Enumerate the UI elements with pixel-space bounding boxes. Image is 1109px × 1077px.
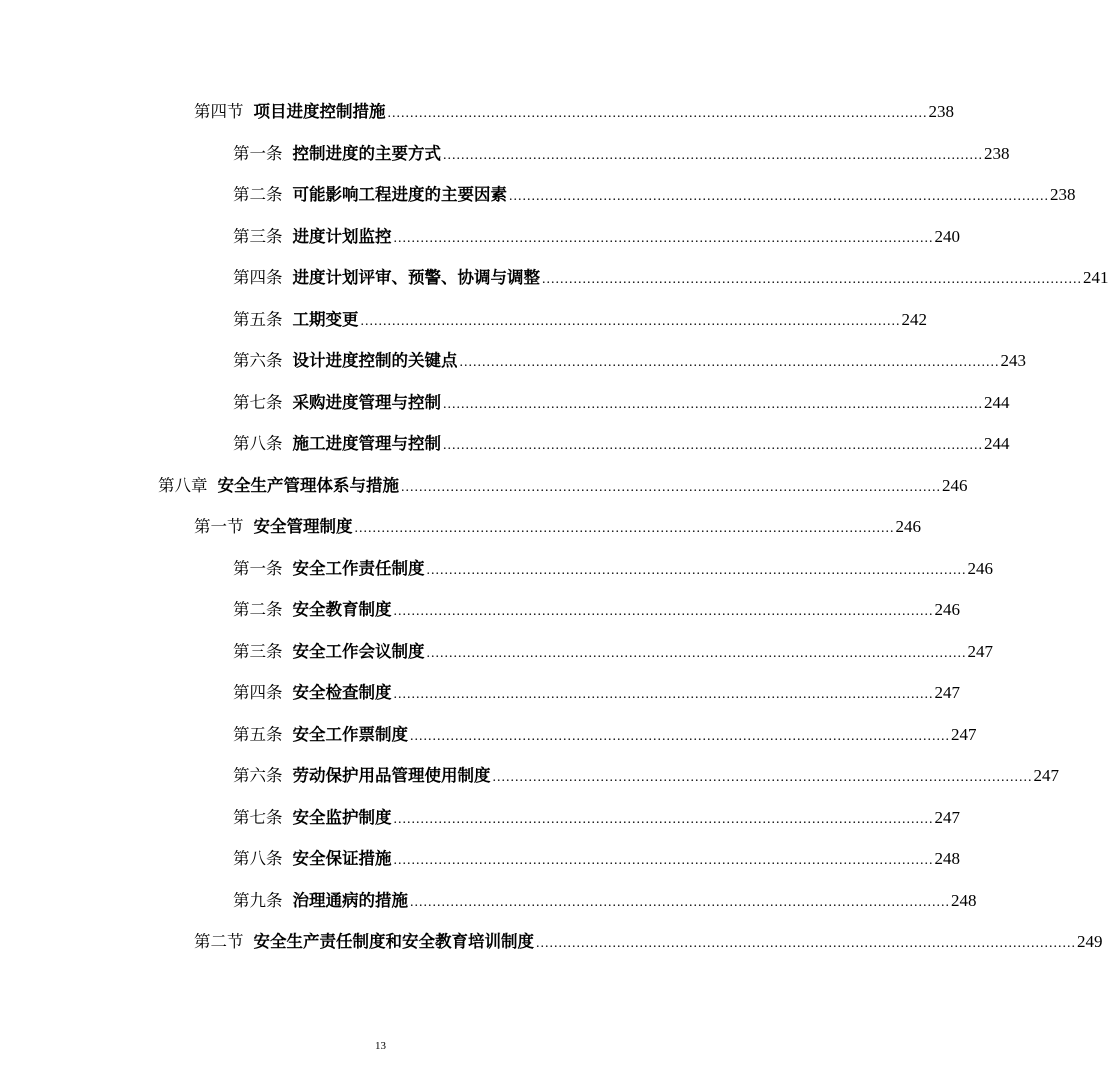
toc-entry-number: 第二节	[194, 932, 244, 951]
toc-entry-page: 249	[1077, 932, 1103, 951]
toc-entry-page: 247	[934, 807, 960, 827]
toc-entry-title: 安全保证措施	[292, 849, 392, 868]
toc-entry-number: 第三条	[233, 226, 283, 246]
toc-entry-title: 进度计划监控	[292, 226, 392, 246]
toc-entry-number: 第八条	[233, 849, 283, 868]
toc-entry-title: 项目进度控制措施	[253, 102, 386, 121]
dot-leader: ........................................................................................................................	[393, 230, 934, 246]
toc-entry-title: 采购进度管理与控制	[292, 392, 441, 412]
toc-entry-page: 238	[984, 143, 1010, 163]
dot-leader: ........................................................................................................................	[393, 604, 934, 619]
toc-entry-title: 安全生产责任制度和安全教育培训制度	[253, 932, 534, 951]
toc-entry-number: 第二条	[233, 600, 283, 619]
toc-entry-number: 第八条	[233, 434, 283, 453]
toc-entry-page: 248	[934, 849, 960, 868]
toc-entry-page: 246	[934, 600, 960, 619]
toc-entry-title: 安全工作责任制度	[292, 558, 425, 578]
toc-entry-page: 240	[934, 226, 960, 246]
dot-leader: ........................................................................................................................	[443, 147, 983, 163]
toc-entry-number: 第四条	[233, 268, 283, 287]
toc-entry[interactable]	[0, 257, 1109, 299]
toc-entry-title: 安全检查制度	[292, 683, 392, 702]
dot-leader: ........................................................................................................................	[387, 106, 928, 121]
page-number: 13	[375, 1040, 386, 1052]
toc-entry-title: 设计进度控制的关键点	[292, 351, 458, 370]
toc-entry-page: 241	[1083, 268, 1109, 287]
toc-entry[interactable]	[0, 755, 1059, 797]
toc-entry[interactable]	[0, 921, 1103, 963]
toc-entry-number: 第五条	[233, 309, 283, 329]
toc-entry-number: 第四条	[233, 683, 283, 702]
toc-entry-number: 第一条	[233, 558, 283, 578]
toc-entry[interactable]	[0, 797, 960, 839]
toc-entry-number: 第一节	[194, 517, 244, 536]
toc-entry-page: 238	[1050, 185, 1076, 204]
toc-entry[interactable]	[0, 465, 968, 507]
toc-entry-number: 第三条	[233, 641, 283, 661]
table-of-contents	[0, 91, 1109, 963]
toc-entry[interactable]	[0, 382, 1010, 424]
toc-entry-title: 安全工作票制度	[292, 724, 408, 744]
toc-entry-number: 第一条	[233, 143, 283, 163]
dot-leader: ........................................................................................................................	[443, 396, 983, 412]
toc-entry-number: 第六条	[233, 766, 283, 785]
toc-entry[interactable]	[0, 423, 1010, 465]
toc-entry[interactable]	[0, 589, 960, 631]
toc-entry[interactable]	[0, 133, 1010, 175]
toc-entry-page: 246	[895, 517, 921, 536]
toc-entry-title: 安全监护制度	[292, 807, 392, 827]
toc-entry-page: 238	[928, 102, 954, 121]
toc-entry-number: 第六条	[233, 351, 283, 370]
toc-entry[interactable]	[0, 548, 993, 590]
toc-entry-page: 247	[1033, 766, 1059, 785]
dot-leader: ........................................................................................................................	[393, 811, 934, 827]
toc-entry-page: 247	[934, 683, 960, 702]
toc-entry-title: 治理通病的措施	[292, 890, 408, 910]
toc-entry-title: 控制进度的主要方式	[292, 143, 441, 163]
toc-entry[interactable]	[0, 340, 1026, 382]
toc-entry[interactable]	[0, 838, 960, 880]
dot-leader: ........................................................................................................................	[443, 438, 983, 453]
toc-entry-page: 246	[942, 475, 968, 495]
toc-entry-number: 第八章	[158, 475, 208, 495]
toc-entry-page: 247	[951, 724, 977, 744]
dot-leader: ........................................................................................................................	[426, 645, 967, 661]
toc-entry-page: 243	[1000, 351, 1026, 370]
toc-entry-page: 247	[967, 641, 993, 661]
dot-leader: ........................................................................................................................	[426, 562, 967, 578]
toc-entry-title: 劳动保护用品管理使用制度	[292, 766, 491, 785]
toc-entry[interactable]	[0, 91, 954, 133]
toc-entry-title: 安全教育制度	[292, 600, 392, 619]
dot-leader: ........................................................................................................................	[393, 687, 934, 702]
dot-leader: ........................................................................................................................	[536, 936, 1076, 951]
toc-entry-page: 248	[951, 890, 977, 910]
dot-leader: ........................................................................................................................	[354, 521, 895, 536]
toc-entry-title: 工期变更	[292, 309, 359, 329]
dot-leader: ........................................................................................................................	[393, 853, 934, 868]
toc-entry-number: 第七条	[233, 807, 283, 827]
toc-entry-page: 246	[967, 558, 993, 578]
dot-leader: ........................................................................................................................	[360, 313, 901, 329]
toc-entry-number: 第二条	[233, 185, 283, 204]
dot-leader: ........................................................................................................................	[459, 355, 1000, 370]
toc-entry[interactable]	[0, 506, 921, 548]
toc-entry-title: 安全生产管理体系与措施	[217, 475, 399, 495]
toc-entry-number: 第七条	[233, 392, 283, 412]
toc-entry-title: 进度计划评审、预警、协调与调整	[292, 268, 540, 287]
dot-leader: ........................................................................................................................	[492, 770, 1033, 785]
toc-entry-page: 242	[901, 309, 927, 329]
toc-entry-number: 第九条	[233, 890, 283, 910]
dot-leader: ........................................................................................................................	[401, 479, 941, 495]
toc-entry-title: 安全工作会议制度	[292, 641, 425, 661]
toc-entry-page: 244	[984, 434, 1010, 453]
dot-leader: ........................................................................................................................	[410, 728, 950, 744]
toc-entry-title: 施工进度管理与控制	[292, 434, 441, 453]
toc-entry-title: 可能影响工程进度的主要因素	[292, 185, 507, 204]
toc-entry[interactable]	[0, 672, 960, 714]
toc-entry-number: 第五条	[233, 724, 283, 744]
toc-entry[interactable]	[0, 631, 993, 673]
toc-entry-title: 安全管理制度	[253, 517, 353, 536]
toc-entry-page: 244	[984, 392, 1010, 412]
toc-entry[interactable]	[0, 880, 977, 922]
toc-entry[interactable]	[0, 299, 927, 341]
dot-leader: ........................................................................................................................	[509, 189, 1049, 204]
dot-leader: ........................................................................................................................	[410, 894, 950, 910]
toc-entry[interactable]	[0, 714, 977, 756]
toc-entry-number: 第四节	[194, 102, 244, 121]
toc-entry[interactable]	[0, 174, 1076, 216]
dot-leader: ........................................................................................................................	[542, 272, 1082, 287]
toc-entry[interactable]	[0, 216, 960, 258]
